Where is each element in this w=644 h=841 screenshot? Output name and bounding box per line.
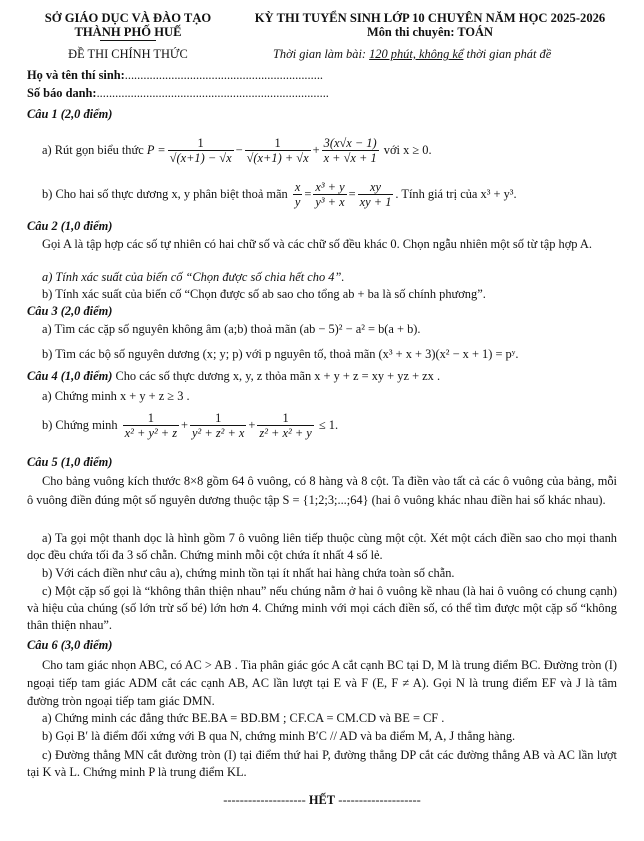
q4-b-frac1-num: 1 <box>123 411 179 426</box>
q4-title: Câu 4 (1,0 điểm) <box>27 369 113 383</box>
q2-b: b) Tính xác suất của biến cố “Chọn được số ab sao cho tổng ab + ba là số chính phương”. <box>42 287 486 301</box>
q3-b: b) Tìm các bộ số nguyên dương (x; y; p) với p nguyên tố, thoả mãn (x³ + x + 3)(x² − x + 1) = pʸ. <box>42 347 519 361</box>
q1-b-frac1-den: y <box>294 194 301 209</box>
q4-b-frac3-num: 1 <box>257 411 313 426</box>
q1-b-frac2-den: y³ + x <box>315 194 345 209</box>
q4-b-frac2-num: 1 <box>190 411 246 426</box>
q1-b-text: Cho hai số thực dương x, y phân biệt thoả mãn <box>55 186 288 201</box>
q1-b-frac3 <box>358 180 394 209</box>
department-line-1: SỞ GIÁO DỤC VÀ ĐÀO TẠO <box>44 11 212 25</box>
q4-b-frac1 <box>123 411 179 440</box>
q5-intro: Cho bảng vuông kích thước 8×8 gồm 64 ô vuông, có 8 hàng và 8 cột. Ta điền vào tất cả các ô vuông của bảng, mỗi ô vuông điền đúng một số nguyên dương thuộc tập S = {1;2;3;...;64} (hai ô vuông khác nhau điền hai số khác nhau). <box>27 474 617 507</box>
q6-a: a) Chứng minh các đẳng thức BE.BA = BD.BM ; CF.CA = CM.CD và BE = CF . <box>42 711 445 725</box>
time-prefix: Thời gian làm bài: <box>273 47 370 61</box>
q2-intro: Gọi A là tập hợp các số tự nhiên có hai chữ số và các chữ số đều khác 0. Chọn ngẫu nhiên một số từ tập hợp A. <box>42 237 592 251</box>
q1-b-frac3-den: xy + 1 <box>359 194 392 209</box>
department-line-2: THÀNH PHỐ HUẾ <box>74 25 182 39</box>
q6-b: b) Gọi B′ là điểm đối xứng với B qua N, chứng minh B′C // AD và ba điểm M, A, J thẳng hàng. <box>42 729 516 743</box>
q1-b-frac3-num: xy <box>358 180 394 195</box>
q6-intro: Cho tam giác nhọn ABC, có AC > AB . Tia phân giác góc A cắt cạnh BC tại D, M là trung điểm BC. Đường tròn (I) ngoại tiếp tam giác ADM cắt các cạnh AB, AC lần lượt tại E và F (E, F ≠ A). Gọi N là trung điểm EF và J là tâm đường tròn ngoại tiếp tam giác DMN. <box>27 658 617 708</box>
q2-title: Câu 2 (1,0 điểm) <box>27 219 113 233</box>
candidate-name-dots: ................................................................ <box>124 68 324 82</box>
q4-b-plus2: + <box>248 417 256 432</box>
q1-b-label: b) <box>42 186 53 201</box>
q4-b-end: ≤ 1. <box>318 417 339 432</box>
q1-b-eq1: = <box>304 186 312 201</box>
end-dashes-right: -------------------- <box>338 793 421 807</box>
q5-a: a) Ta gọi một thanh dọc là hình gồm 7 ô vuông liên tiếp thuộc cùng một cột. Xét một cách điền sao cho mọi thanh dọc đều chứa tối đa 3 số chẵn. Chứng minh mỗi cột chứa ít nhất 4 số lẻ. <box>27 531 617 562</box>
q1-a-frac3 <box>322 136 379 165</box>
time-suffix: thời gian phát đề <box>463 47 552 61</box>
q5-title: Câu 5 (1,0 điểm) <box>27 455 113 469</box>
q1-b-end: . Tính giá trị của x³ + y³. <box>395 186 517 201</box>
time-value: 120 phút, không kể <box>369 47 464 61</box>
candidate-id-label: Số báo danh: <box>27 86 97 100</box>
q1-a-frac3-den: x + √x + 1 <box>323 150 377 165</box>
q5-b: b) Với cách điền như câu a), chứng minh tồn tại ít nhất hai hàng chứa toàn số chẵn. <box>42 566 455 580</box>
department-underline <box>100 40 156 41</box>
q4-a: a) Chứng minh x + y + z ≥ 3 . <box>42 389 190 403</box>
q2-a: a) Tính xác suất của biến cố “Chọn được số chia hết cho 4”. <box>42 270 345 284</box>
q1-b-frac2 <box>313 180 346 209</box>
q1-a-frac2-num: 1 <box>245 136 311 151</box>
q1-a-frac1-num: 1 <box>168 136 234 151</box>
candidate-id-dots: ........................................................................... <box>96 86 329 100</box>
q1-b-frac1-num: x <box>294 179 301 194</box>
q6-c: c) Đường thẳng MN cắt đường tròn (I) tại điểm thứ hai P, đường thẳng DP cắt các đường thẳng AB và AC lần lượt tại K và L. Chứng minh P là trung điểm KL. <box>27 748 617 779</box>
q3-a: a) Tìm các cặp số nguyên không âm (a;b) thoả mãn (ab − 5)² − a² = b(a + b). <box>42 322 421 336</box>
q1-a-condition: với x ≥ 0. <box>383 142 432 157</box>
q1-a-frac3-num: 3(x√x − 1) <box>322 136 379 151</box>
q1-b-frac2-num: x³ + y <box>315 179 345 194</box>
q4-b-frac1-den: x² + y² + z <box>124 425 178 440</box>
q1-a-frac1 <box>168 136 234 165</box>
q6-title: Câu 6 (3,0 điểm) <box>27 638 113 652</box>
q3-title: Câu 3 (2,0 điểm) <box>27 304 113 318</box>
q1-a-text: Rút gọn biểu thức <box>54 142 144 157</box>
q1-b <box>42 175 517 213</box>
q1-b-eq2: = <box>348 186 356 201</box>
q1-a-frac1-den: √(x+1) − √x <box>169 150 232 165</box>
subject-line: Môn thi chuyên: TOÁN <box>367 25 493 39</box>
q1-a-P: P = <box>146 142 166 157</box>
q1-b-frac1 <box>293 180 303 209</box>
candidate-name-line <box>27 68 323 83</box>
candidate-id-line <box>27 86 329 101</box>
end-text: HẾT <box>308 793 336 807</box>
exam-title: KỲ THI TUYỂN SINH LỚP 10 CHUYÊN NĂM HỌC 2025-2026 <box>254 11 606 25</box>
end-marker <box>0 793 644 808</box>
q1-a-frac2-den: √(x+1) + √x <box>246 150 309 165</box>
q4-b-frac2 <box>190 411 246 440</box>
q1-title: Câu 1 (2,0 điểm) <box>27 107 113 121</box>
q4-intro: Cho các số thực dương x, y, z thỏa mãn x + y + z = xy + yz + zx . <box>112 369 441 383</box>
end-dashes-left: -------------------- <box>223 793 306 807</box>
q1-a-label: a) <box>42 142 52 157</box>
q4-line <box>27 369 440 384</box>
q4-b-label: b) Chứng minh <box>42 417 118 432</box>
q4-b-frac3-den: z² + x² + y <box>259 425 312 440</box>
q1-a-frac2 <box>245 136 311 165</box>
time-line <box>273 47 551 62</box>
q4-b <box>42 405 338 445</box>
q4-b-frac3 <box>257 411 313 440</box>
q4-b-plus1: + <box>181 417 189 432</box>
q1-a-minus: − <box>235 142 243 157</box>
q1-a-plus: + <box>312 142 320 157</box>
q5-c: c) Một cặp số gọi là “không thân thiện nhau” nếu chúng nằm ở hai ô vuông kề nhau (là hai ô vuông có chung cạnh) và hiệu của chúng (số lớn trừ số bé) lớn hơn 4. Chứng minh với mọi cách điền số, có thể tìm được một cặp số “không thân thiện nhau”. <box>27 584 617 632</box>
official-label: ĐỀ THI CHÍNH THỨC <box>68 47 188 61</box>
q1-a <box>42 130 432 170</box>
q4-b-frac2-den: y² + z² + x <box>192 425 245 440</box>
candidate-name-label: Họ và tên thí sinh: <box>27 68 125 82</box>
